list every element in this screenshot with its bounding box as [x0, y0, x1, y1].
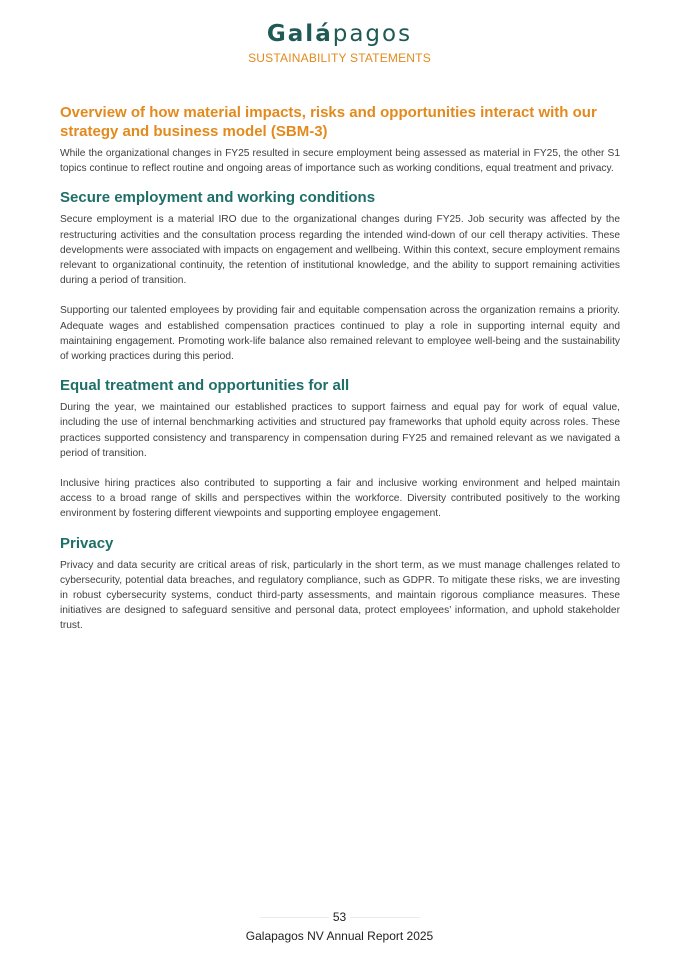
sbm3-heading: Overview of how material impacts, risks and opportunities interact with our strategy and business model (SBM-3): [60, 104, 597, 140]
equal-treatment-paragraph-1: During the year, we maintained our established practices to support fairness and equal pay for work of equal value, including the use of internal benchmarking activities and structured pay frameworks that uphold equity across roles. These practices supported consistency and transparency in compensation during FY25 and remained relevant as we navigated a period of transition.: [60, 402, 620, 459]
equal-treatment-heading: Equal treatment and opportunities for all: [60, 377, 350, 395]
page-number: 53: [329, 908, 350, 926]
main-content: [60, 103, 620, 634]
privacy-heading: Privacy: [60, 534, 114, 552]
secure-employment-paragraph-1: Secure employment is a material IRO due to the organizational changes during FY25. Job security was affected by the restructuring activities and the consultation process regarding the intended wind-down of our cell therapy activities. These developments were associated with impacts on engagement and wellbeing. Within this context, secure employment remains relevant to organizational continuity, the retention of institutional knowledge, and the ability to support remaining activities during a period of transition.: [60, 214, 620, 287]
equal-treatment-paragraph-2: Inclusive hiring practices also contributed to supporting a fair and inclusive working environment and helped maintain access to a broad range of skills and perspectives within the workforce. Diversity contributed positively to the working environment by fostering different viewpoints and supporting employee engagement.: [60, 478, 620, 520]
secure-employment-paragraph-2: Supporting our talented employees by providing fair and equitable compensation across the organization remains a priority. Adequate wages and established compensation practices continued to play a role in supporting internal equity and maintaining engagement. Promoting work-life balance also remained relevant to employee well-being and the sustainability of working practices during this period.: [60, 305, 620, 363]
page-header: [0, 20, 679, 65]
report-title: Galapagos NV Annual Report 2025: [245, 929, 434, 943]
privacy-paragraph: Privacy and data security are critical areas of risk, particularly in the short term, as we must manage challenges related to cybersecurity, potential data breaches, and regulatory compliance, such as GDPR. To mitigate these risks, we are investing in robust cybersecurity systems, conduct third-party assessments, and maintain rigorous compliance measures. These initiatives are designed to safeguard sensitive and personal data, protect employees’ information, and uphold stakeholder trust.: [60, 559, 620, 632]
logo-bold-part: Galá: [266, 21, 333, 47]
sbm3-paragraph: While the organizational changes in FY25 resulted in secure employment being assessed as material in FY25, the other S1 topics continue to reflect routine and ongoing areas of importance such as working conditions, equal treatment and privacy.: [60, 148, 620, 175]
galapagos-logo: [0, 20, 679, 48]
page-footer: [0, 908, 679, 943]
secure-employment-heading: Secure employment and working conditions: [60, 189, 376, 207]
logo-light-part: pagos: [332, 21, 413, 47]
section-subtitle: SUSTAINABILITY STATEMENTS: [248, 51, 431, 65]
